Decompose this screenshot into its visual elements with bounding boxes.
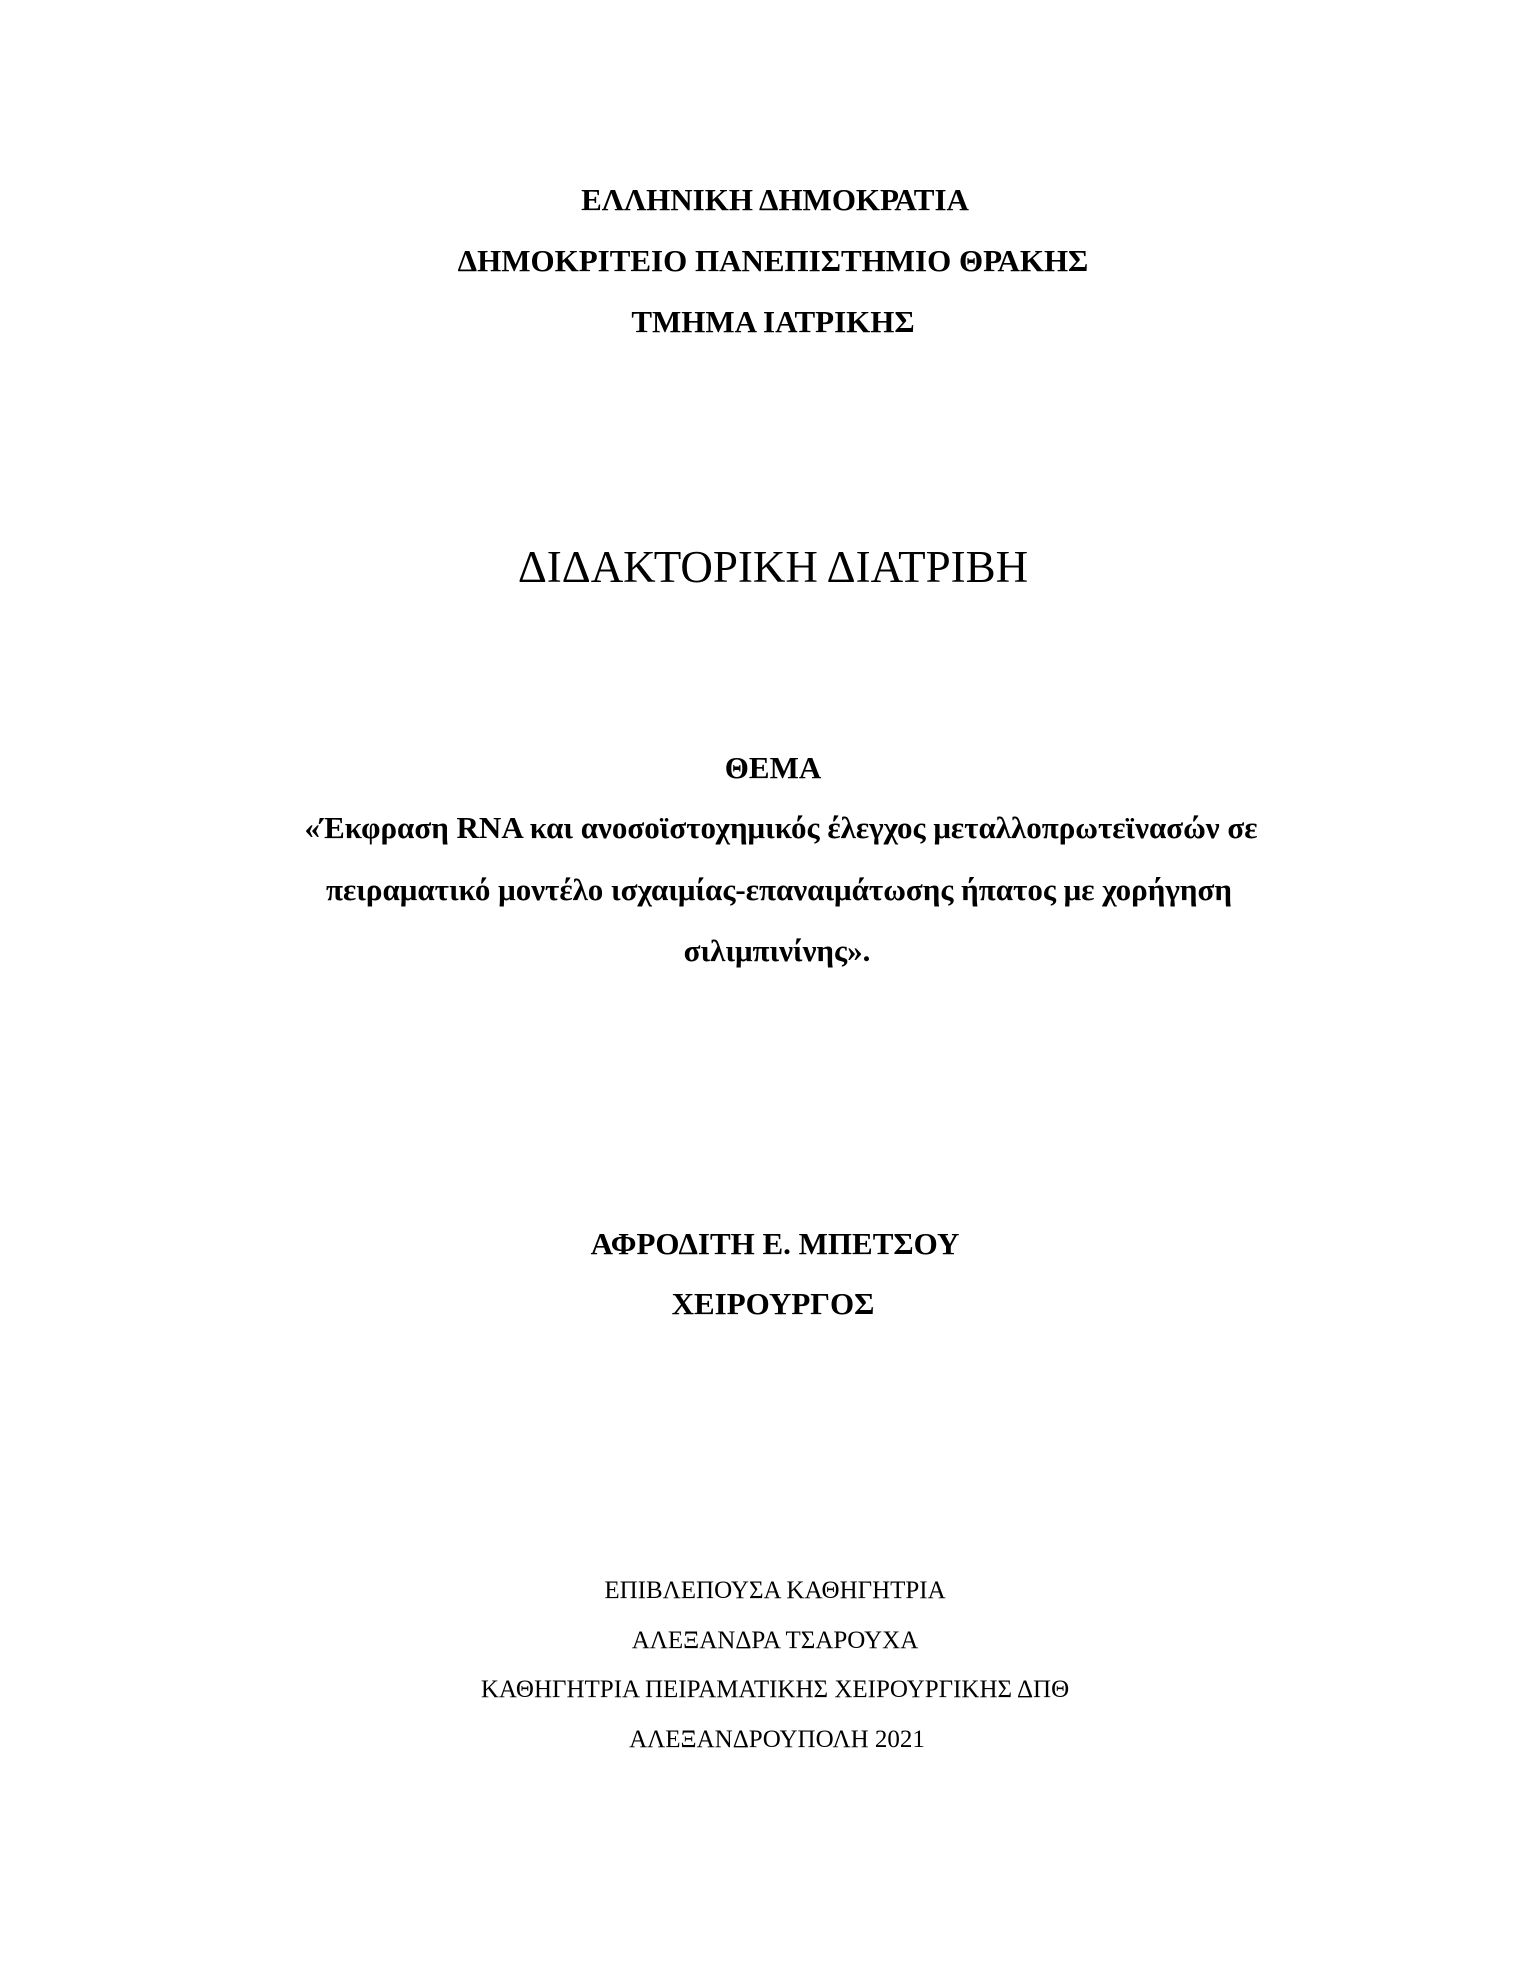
supervisor-position: ΚΑΘΗΓΗΤΡΙΑ ΠΕΙΡΑΜΑΤΙΚΗΣ ΧΕΙΡΟΥΡΓΙΚΗΣ ΔΠΘ — [480, 1676, 1070, 1703]
place-and-year: ΑΛΕΞΑΝΔΡΟΥΠΟΛΗ 2021 — [629, 1726, 925, 1753]
topic-line-3: σιλιμπινίνης». — [683, 933, 871, 968]
topic-label: ΘΕΜΑ — [724, 750, 822, 785]
supervisor-name: ΑΛΕΞΑΝΔΡΑ ΤΣΑΡΟΥΧΑ — [631, 1627, 919, 1654]
author-role: ΧΕΙΡΟΥΡΓΟΣ — [671, 1286, 875, 1321]
topic-line-2: πειραματικό μοντέλο ισχαιμίας-επαναιμάτωσης ήπατος με χορήγηση — [326, 872, 1232, 907]
header-country: ΕΛΛΗΝΙΚΗ ΔΗΜΟΚΡΑΤΙΑ — [581, 182, 969, 217]
supervisor-title: ΕΠΙΒΛΕΠΟΥΣΑ ΚΑΘΗΓΗΤΡΙΑ — [604, 1577, 946, 1604]
author-name: ΑΦΡΟΔΙΤΗ Ε. ΜΠΕΤΣΟΥ — [590, 1226, 960, 1261]
header-department: ΤΜΗΜΑ ΙΑΤΡΙΚΗΣ — [631, 304, 915, 339]
document-type-title: ΔΙΔΑΚΤΟΡΙΚΗ ΔΙΑΤΡΙΒΗ — [517, 542, 1029, 592]
topic-line-1: «Έκφραση RNA και ανοσοϊστοχημικός έλεγχος μεταλλοπρωτεϊνασών σε — [304, 810, 1258, 845]
header-university: ΔΗΜΟΚΡΙΤΕΙΟ ΠΑΝΕΠΙΣΤΗΜΙΟ ΘΡΑΚΗΣ — [457, 243, 1089, 278]
